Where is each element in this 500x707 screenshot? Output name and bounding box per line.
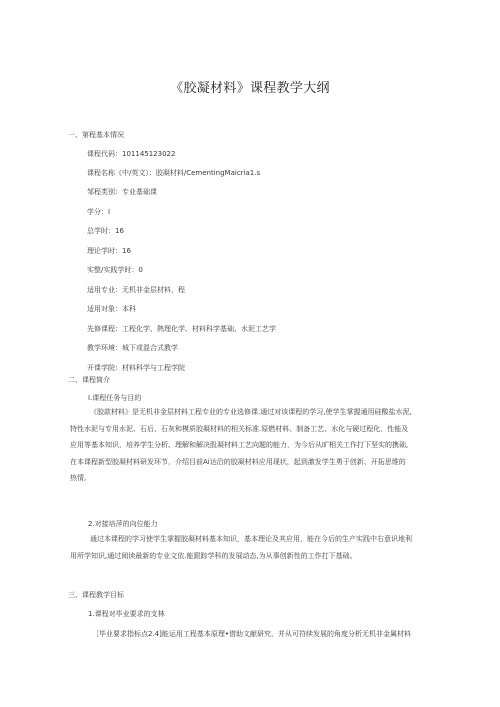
- subheading-task-purpose: I.课程任务与目的: [88, 394, 142, 402]
- subheading-abilities: 2.对接培萍的向位能力: [88, 520, 158, 528]
- info-course-code: 课程代码：101145123022: [87, 150, 176, 158]
- paragraph-line: 特性水泥与专用水泥、石后、石灰和模质胶凝材料的相关标准.原燃材料、制备工艺、水化与硬过程化、性能及: [70, 424, 409, 433]
- paragraph-abilities: [70, 531, 438, 564]
- info-target-audience: 适用对象：本科: [87, 305, 136, 313]
- section-heading-intro: 二、课程简介: [68, 376, 110, 384]
- section-heading-objectives: 三、课程教学目标: [68, 591, 124, 599]
- info-practice-hours: 实整/实践学时：0: [87, 266, 143, 274]
- info-prerequisites: 先修课程：工程化学、熱理化学、材料科学基础、水泥工艺学: [87, 325, 276, 333]
- paragraph-line: 应用等基本知识，培养学生分析、理解和解决股凝材料工艺向题的能力，为今后从旷相关工作打下坚实的携础,: [70, 441, 409, 450]
- paragraph-task-purpose: [70, 404, 438, 487]
- info-total-hours: 总学时：16: [87, 227, 124, 235]
- paragraph-line: 通过本课程的学习使学生掌握胶凝材料基本知识，基本理论及其应用，能在今后的生产实践中右意识地利: [90, 535, 412, 543]
- info-course-category: 邹程类别：专业基础课: [87, 188, 157, 196]
- paragraph-line: 热情,: [70, 474, 87, 483]
- info-offering-college: 开课学院：材料科学与工程学院: [87, 364, 185, 372]
- paragraph-graduation-indicator: ［毕业要求指标点2.4]能运用工程基本原理•借助文献研究，并从可符续发展的角度分析无机非金属材料: [92, 630, 411, 638]
- document-title: 《胶凝材料》课程教学大纲: [170, 81, 330, 96]
- paragraph-line: 在本课程新型胶凝材料研发环节，介绍目前Ai达沿的胶凝材料应用现状，起到激发学生勇于创新、开拓思维的: [70, 457, 406, 466]
- info-theory-hours: 理论学时：16: [87, 247, 131, 255]
- section-heading-basic-info: 一、第程基本情况: [68, 131, 124, 139]
- info-credits: 学分：I: [87, 208, 111, 216]
- info-applicable-major: 适用专业：无机非金层材料，程: [87, 286, 185, 294]
- subheading-graduation-support: 1.课程对毕业要求的支林: [88, 610, 165, 618]
- info-course-name: 课程名称《中/英文）：胶凝材料/CementingMaicria1.s: [87, 169, 261, 177]
- info-teaching-environment: 教学环境：城下或混合式教学: [87, 344, 178, 352]
- paragraph-line: 用所学知识,通过阅读最新的专业文依.能跟踪学科的发展动态,为从事创新性的工作打下基础。: [70, 551, 357, 560]
- paragraph-line: 《胶款材料》是无机非金层材料工程专业的专业选修课.通过对该课程的学习,使学生掌握通用硅酸盐水泥,: [90, 408, 412, 416]
